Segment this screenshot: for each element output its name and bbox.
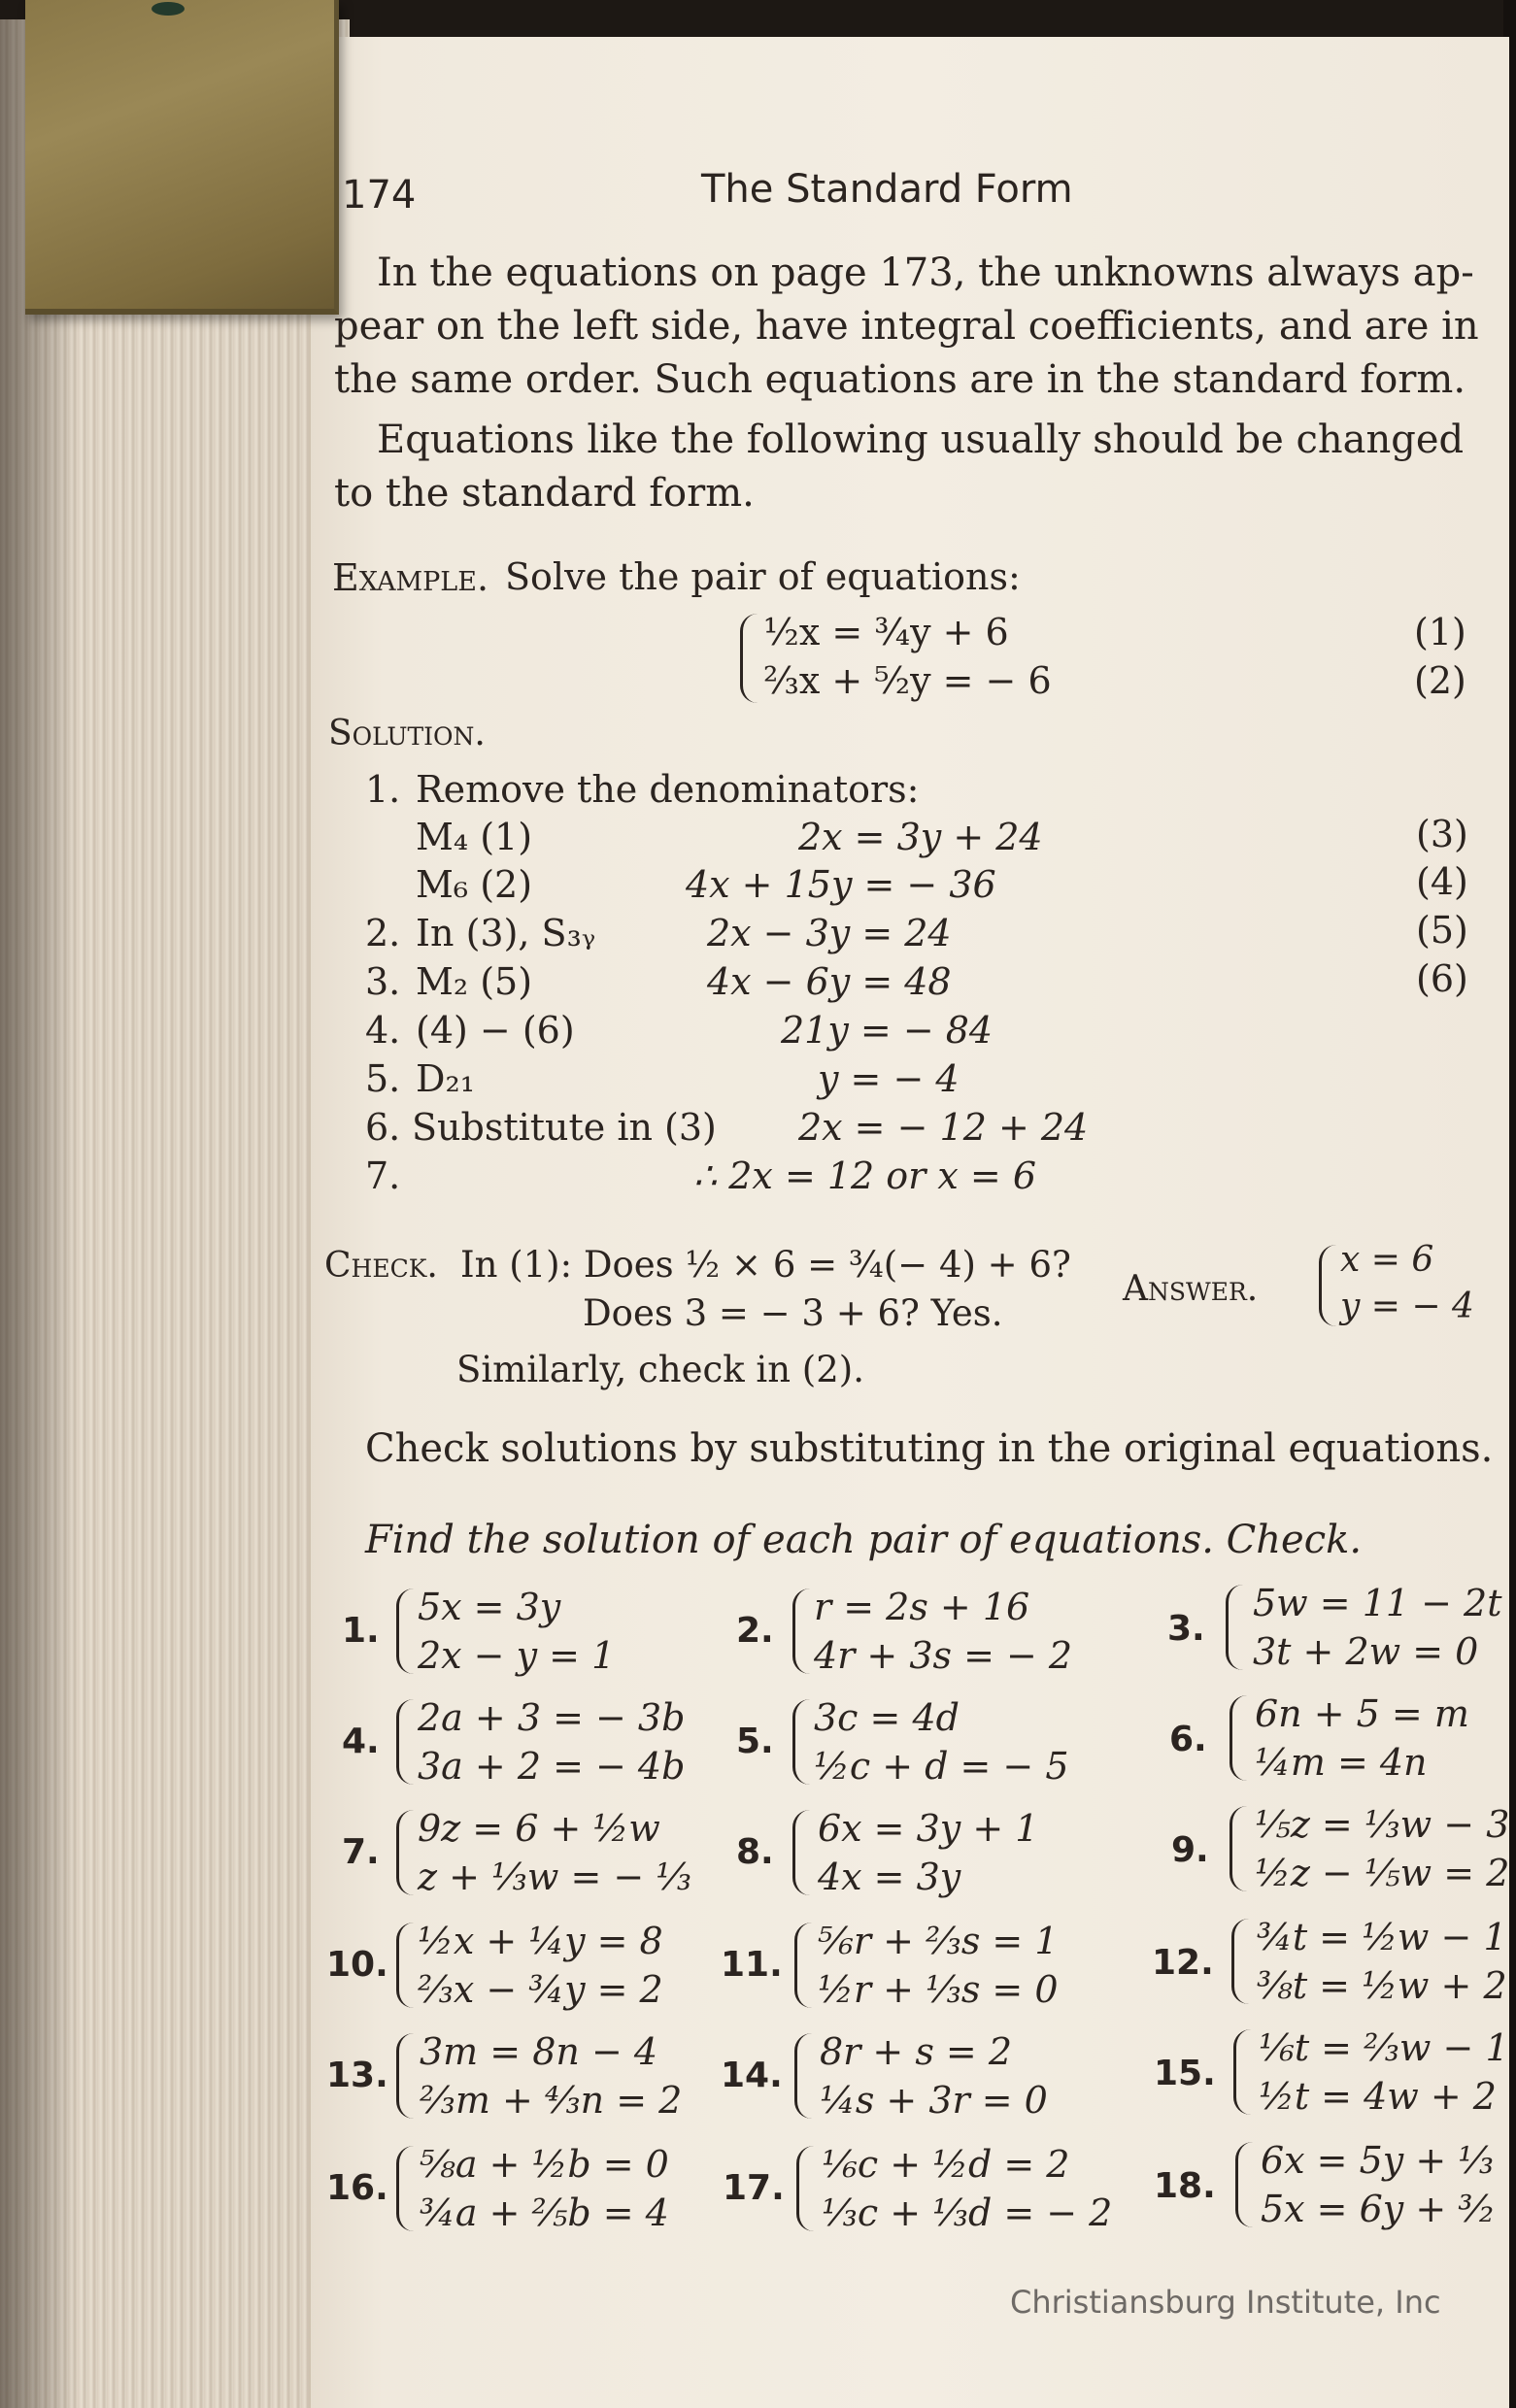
exercise-16-brace: [396, 2146, 415, 2231]
exercise-4-number: 4.: [342, 1722, 380, 1761]
step-1-num: 1.: [365, 768, 401, 811]
exercise-10-number: 10.: [326, 1945, 388, 1985]
step-3-tag: (6): [1416, 957, 1468, 1000]
exercise-17-eq2: ⅓c + ⅓d = − 2: [822, 2191, 1113, 2234]
exercise-13-number: 13.: [326, 2056, 388, 2095]
exercise-13-brace: [396, 2033, 415, 2119]
paragraph2-line-2: to the standard form.: [334, 471, 755, 516]
exercise-18-eq1: 6x = 5y + ⅓: [1261, 2139, 1495, 2182]
page-stack-shadow: [0, 19, 78, 2408]
exercise-10-eq1: ½x + ¼y = 8: [418, 1920, 663, 1962]
answer-x: x = 6: [1340, 1240, 1434, 1280]
intro-line-1: In the equations on page 173, the unknowns always ap-: [377, 251, 1474, 295]
exercise-11-number: 11.: [721, 1945, 783, 1985]
solution-label: Solution.: [328, 714, 486, 753]
exercise-14-number: 14.: [721, 2056, 783, 2095]
exercise-5-eq2: ½c + d = − 5: [814, 1745, 1069, 1788]
exercise-14-eq1: 8r + s = 2: [820, 2030, 1013, 2073]
example-label: Example.: [332, 556, 489, 599]
step-1b-eq: 4x + 15y = − 36: [686, 863, 996, 906]
check-line-3: Similarly, check in (2).: [456, 1349, 864, 1390]
exercise-6-brace: [1230, 1695, 1248, 1781]
example-tag-1: (1): [1414, 611, 1466, 653]
example-eq-1: ½x = ¾y + 6: [763, 611, 1009, 653]
page-number: 174: [342, 173, 417, 217]
exercise-8-brace: [792, 1810, 811, 1895]
exercise-17-number: 17.: [723, 2168, 785, 2208]
step-1a-desc: M₄ (1): [416, 816, 533, 858]
check-label: Check.: [324, 1246, 438, 1286]
step-1-desc: Remove the denominators:: [416, 768, 920, 811]
exercise-18-brace: [1235, 2142, 1254, 2227]
exercise-4-eq1: 2a + 3 = − 3b: [418, 1696, 686, 1739]
exercise-8-eq1: 6x = 3y + 1: [818, 1807, 1039, 1850]
step-7-num: 7.: [365, 1154, 401, 1197]
exercise-16-eq2: ¾a + ⅖b = 4: [420, 2191, 669, 2234]
step-6-eq: 2x = − 12 + 24: [798, 1106, 1089, 1149]
answer-y: y = − 4: [1340, 1287, 1474, 1326]
exercise-11-eq1: ⅚r + ⅔s = 1: [818, 1920, 1059, 1962]
step-5-num: 5.: [365, 1057, 401, 1100]
paragraph2-line-1: Equations like the following usually should be changed: [377, 418, 1465, 462]
exercise-16-number: 16.: [326, 2168, 388, 2208]
exercise-14-eq2: ¼s + 3r = 0: [820, 2079, 1048, 2122]
exercise-1-eq2: 2x − y = 1: [418, 1634, 616, 1677]
step-4-eq: 21y = − 84: [781, 1009, 994, 1052]
exercise-14-brace: [794, 2033, 813, 2119]
watermark: Christiansburg Institute, Inc: [1010, 2284, 1441, 2321]
exercise-6-eq1: 6n + 5 = m: [1255, 1692, 1469, 1735]
exercise-7-eq2: z + ⅓w = − ⅓: [418, 1856, 692, 1898]
exercise-10-brace: [396, 1923, 415, 2008]
exercise-11-brace: [794, 1923, 813, 2008]
intro-line-3: the same order. Such equations are in the standard form.: [334, 357, 1466, 402]
exercise-8-number: 8.: [736, 1832, 774, 1872]
exercise-4-brace: [396, 1699, 415, 1785]
step-7-eq: ∴ 2x = 12 or x = 6: [693, 1154, 1037, 1197]
exercise-7-number: 7.: [342, 1832, 380, 1872]
exercise-6-number: 6.: [1169, 1720, 1207, 1759]
exercise-9-eq2: ½z − ⅕w = 2: [1255, 1852, 1510, 1894]
example-text: Solve the pair of equations:: [505, 555, 1021, 598]
exercise-7-brace: [396, 1810, 415, 1895]
step-1a-tag: (3): [1416, 813, 1468, 855]
step-5-desc: D₂₁: [416, 1057, 475, 1100]
exercise-9-number: 9.: [1171, 1830, 1209, 1870]
exercise-9-brace: [1230, 1806, 1248, 1891]
step-4-desc: (4) − (6): [416, 1009, 575, 1052]
exercise-2-eq1: r = 2s + 16: [814, 1586, 1030, 1628]
exercise-12-eq2: ⅜t = ½w + 2: [1257, 1964, 1507, 2007]
exercise-5-brace: [792, 1699, 811, 1785]
exercise-15-eq1: ⅙t = ⅔w − 1: [1259, 2026, 1509, 2069]
exercise-12-number: 12.: [1152, 1943, 1214, 1983]
bookmark-tab: [25, 0, 339, 315]
exercise-1-brace: [396, 1589, 415, 1674]
exercise-1-eq1: 5x = 3y: [418, 1586, 561, 1628]
check-note: Check solutions by substituting in the original equations.: [365, 1426, 1494, 1471]
answer-brace: [1319, 1245, 1337, 1326]
step-6-desc: Substitute in (3): [412, 1106, 717, 1149]
exercise-18-number: 18.: [1154, 2166, 1216, 2206]
step-4-num: 4.: [365, 1009, 401, 1052]
exercise-12-brace: [1231, 1919, 1250, 2004]
exercise-2-eq2: 4r + 3s = − 2: [814, 1634, 1073, 1677]
exercise-10-eq2: ⅔x − ¾y = 2: [418, 1968, 663, 2011]
step-1b-desc: M₆ (2): [416, 863, 533, 906]
exercise-9-eq1: ⅕z = ⅓w − 3: [1255, 1803, 1510, 1846]
step-3-desc: M₂ (5): [416, 960, 533, 1003]
step-3-num: 3.: [365, 960, 401, 1003]
step-2-desc: In (3), S₃ᵧ: [416, 912, 596, 954]
example-tag-2: (2): [1414, 659, 1466, 702]
exercise-3-brace: [1226, 1585, 1244, 1670]
step-1b-tag: (4): [1416, 860, 1468, 903]
exercise-13-eq2: ⅔m + ⁴⁄₃n = 2: [420, 2079, 683, 2122]
step-6-num: 6.: [365, 1106, 401, 1149]
example-brace: [740, 614, 758, 703]
tab-mark: [152, 2, 185, 16]
exercise-instruction: Find the solution of each pair of equations. Check.: [365, 1518, 1363, 1562]
running-head: The Standard Form: [701, 167, 1073, 212]
check-line-1: In (1): Does ½ × 6 = ¾(− 4) + 6?: [460, 1244, 1071, 1286]
exercise-8-eq2: 4x = 3y: [818, 1856, 961, 1898]
step-1a-eq: 2x = 3y + 24: [798, 816, 1043, 858]
exercise-17-eq1: ⅙c + ½d = 2: [822, 2143, 1070, 2186]
exercise-11-eq2: ½r + ⅓s = 0: [818, 1968, 1059, 2011]
example-eq-2: ⅔x + ⁵⁄₂y = − 6: [763, 659, 1052, 702]
step-2-num: 2.: [365, 912, 401, 954]
answer-label: Answer.: [1123, 1269, 1259, 1309]
exercise-2-brace: [792, 1589, 811, 1674]
exercise-16-eq1: ⅝a + ½b = 0: [420, 2143, 669, 2186]
exercise-4-eq2: 3a + 2 = − 4b: [418, 1745, 686, 1788]
exercise-7-eq1: 9z = 6 + ½w: [418, 1807, 660, 1850]
exercise-3-number: 3.: [1167, 1609, 1205, 1649]
exercise-12-eq1: ¾t = ½w − 1: [1257, 1916, 1507, 1958]
exercise-1-number: 1.: [342, 1611, 380, 1651]
exercise-3-eq2: 3t + 2w = 0: [1253, 1630, 1479, 1673]
exercise-15-eq2: ½t = 4w + 2: [1259, 2075, 1497, 2118]
step-2-tag: (5): [1416, 909, 1468, 952]
exercise-6-eq2: ¼m = 4n: [1255, 1741, 1428, 1784]
exercise-5-eq1: 3c = 4d: [814, 1696, 960, 1739]
exercise-17-brace: [796, 2146, 815, 2231]
step-3-eq: 4x − 6y = 48: [707, 960, 952, 1003]
step-2-eq: 2x − 3y = 24: [707, 912, 952, 954]
exercise-2-number: 2.: [736, 1611, 774, 1651]
exercise-18-eq2: 5x = 6y + ³⁄₂: [1261, 2188, 1495, 2230]
exercise-13-eq1: 3m = 8n − 4: [420, 2030, 658, 2073]
exercise-15-number: 15.: [1154, 2054, 1216, 2093]
check-line-2: Does 3 = − 3 + 6? Yes.: [583, 1292, 1003, 1334]
exercise-15-brace: [1233, 2029, 1252, 2115]
intro-line-2: pear on the left side, have integral coefficients, and are in: [334, 304, 1479, 349]
exercise-5-number: 5.: [736, 1722, 774, 1761]
step-5-eq: y = − 4: [818, 1057, 960, 1100]
exercise-3-eq1: 5w = 11 − 2t: [1253, 1582, 1502, 1624]
